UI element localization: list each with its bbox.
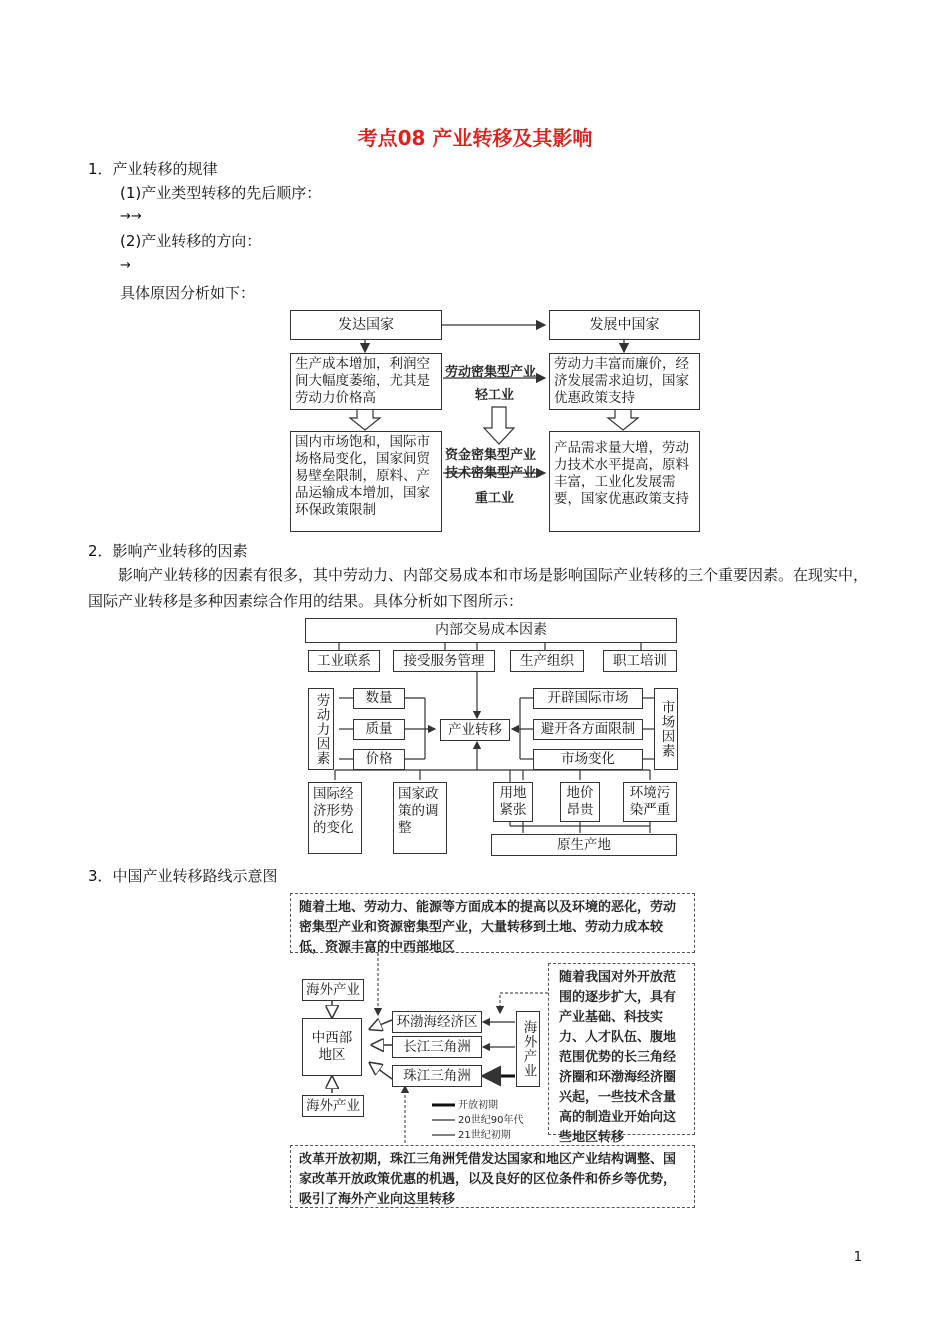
overseas-industry-right: 海外产业: [516, 1011, 540, 1087]
bohai-economic-zone-box: 环渤海经济区: [392, 1011, 482, 1033]
section1-arrows2: →: [120, 258, 131, 273]
factor-industrial-link: 工业联系: [308, 650, 380, 672]
developed-country-box: 发达国家: [290, 310, 442, 340]
legend-early-opening: 开放初期: [458, 1100, 498, 1111]
pollution-box: 环境污染严重: [623, 782, 677, 822]
national-policy-box: 国家政策的调整: [393, 782, 447, 854]
developing-reason-demand: 产品需求量大增，劳动力技术水平提高，原料丰富，工业化发展需要，国家优惠政策支持: [549, 431, 700, 532]
label-tech-intensive: 技术密集型产业: [445, 466, 537, 481]
pearl-delta-box: 珠江三角洲: [392, 1065, 482, 1087]
internal-cost-factor-box: 内部交易成本因素: [305, 618, 677, 643]
developing-country-box: 发展中国家: [549, 310, 700, 340]
industry-transfer-center: 产业转移: [440, 719, 510, 741]
high-land-price-box: 地价昂贵: [560, 782, 600, 822]
page-number: 1: [853, 1250, 862, 1265]
overseas-industry-top: 海外产业: [302, 979, 364, 1001]
section1-heading: 1．产业转移的规律: [88, 160, 218, 178]
factor-staff-training: 职工培训: [603, 650, 677, 672]
section1-arrows1: →→: [120, 209, 142, 224]
label-labor-intensive: 劳动密集型产业: [445, 365, 537, 380]
legend-early-21st: 21世纪初期: [458, 1130, 511, 1141]
section2-heading: 2．影响产业转移的因素: [88, 542, 248, 560]
page-title: 考点08 产业转移及其影响: [357, 126, 593, 150]
land-shortage-box: 用地紧张: [493, 782, 533, 822]
china-transfer-route-diagram: [290, 893, 695, 1208]
yangtze-delta-box: 长江三角洲: [392, 1036, 482, 1058]
label-capital-intensive: 资金密集型产业: [445, 448, 537, 463]
section1-sub1: (1)产业类型转移的先后顺序：: [120, 184, 322, 202]
factor-service-management: 接受服务管理: [393, 650, 495, 672]
market-avoid-restrictions: 避开各方面限制: [533, 719, 643, 740]
section1-intro: 具体原因分析如下：: [120, 284, 256, 302]
labor-factor-box: 劳动力因素: [308, 688, 334, 770]
bottom-note-box: 改革开放初期，珠江三角洲凭借发达国家和地区产业结构调整、国家改革开放政策优惠的机遇，以及良好的区位条件和侨乡等优势，吸引了海外产业向这里转移: [290, 1145, 695, 1208]
developing-reason-labor: 劳动力丰富而廉价，经济发展需求迫切，国家优惠政策支持: [549, 353, 700, 410]
legend-1990s: 20世纪90年代: [458, 1115, 524, 1126]
labor-price: 价格: [353, 749, 405, 770]
label-light-industry: 轻工业: [475, 388, 515, 403]
overseas-industry-bottom: 海外产业: [302, 1095, 364, 1117]
right-note-box: 随着我国对外开放范围的逐步扩大，具有产业基础、科技实力、人才队伍、腹地范围优势的长三角经济圈和环渤海经济圈兴起，一些技术含量高的制造业开始向这些地区转移: [548, 963, 695, 1135]
section3-heading: 3．中国产业转移路线示意图: [88, 867, 278, 885]
transfer-factor-diagram: [305, 618, 680, 858]
central-western-region-box: 中西部地区: [302, 1018, 362, 1076]
international-economy-box: 国际经济形势的变化: [308, 782, 362, 854]
transfer-reason-diagram: [290, 310, 700, 532]
section1-sub2: (2)产业转移的方向：: [120, 232, 262, 250]
market-change: 市场变化: [533, 749, 643, 770]
developed-reason-cost: 生产成本增加，利润空间大幅度萎缩，尤其是劳动力价格高: [290, 353, 442, 410]
developed-reason-market: 国内市场饱和，国际市场格局变化，国家间贸易壁垒限制，原料、产品运输成本增加，国家环保政策限制: [290, 431, 442, 532]
market-factor-box: 市场因素: [654, 688, 678, 770]
labor-quantity: 数量: [353, 688, 405, 709]
section2-paragraph: 影响产业转移的因素有很多，其中劳动力、内部交易成本和市场是影响国际产业转移的三个重要因素。在现实中，国际产业转移是多种因素综合作用的结果。具体分析如下图所示：: [88, 566, 869, 610]
factor-production-organization: 生产组织: [510, 650, 584, 672]
original-production-site-box: 原生产地: [491, 834, 677, 856]
label-heavy-industry: 重工业: [475, 491, 515, 506]
top-note-box: 随着土地、劳动力、能源等方面成本的提高以及环境的恶化，劳动密集型产业和资源密集型产业，大量转移到土地、劳动力成本较低，资源丰富的中西部地区: [290, 893, 695, 953]
labor-quality: 质量: [353, 719, 405, 740]
market-open-international: 开辟国际市场: [533, 688, 643, 709]
